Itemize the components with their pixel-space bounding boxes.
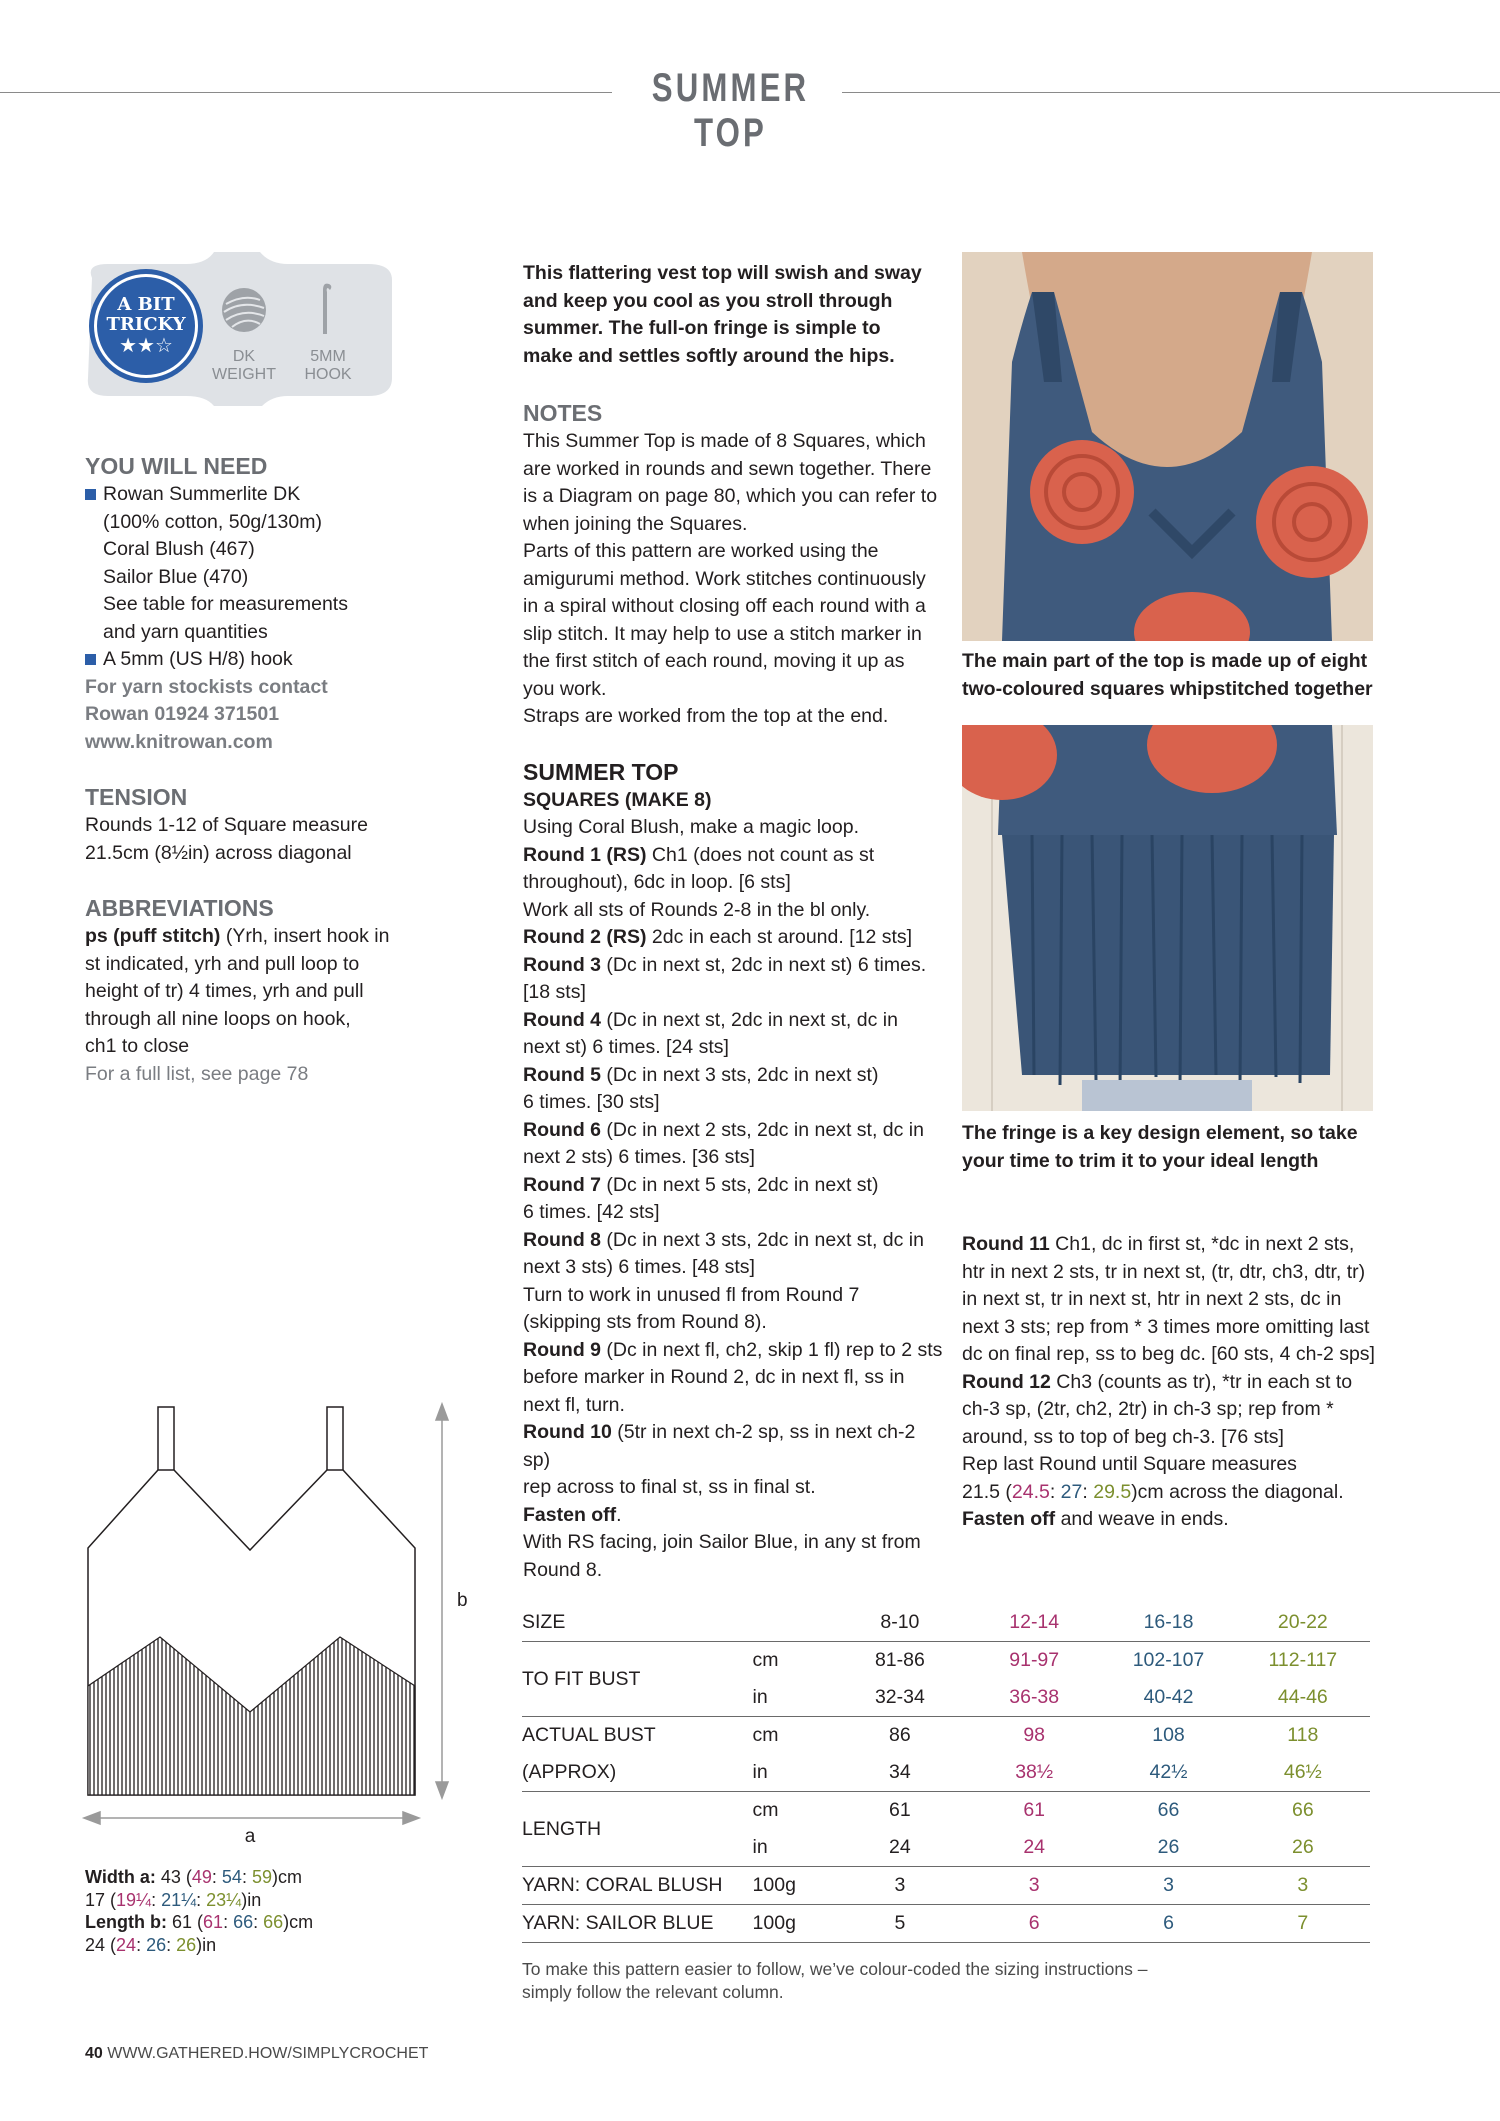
abbreviation-term: ps (puff stitch) [85,925,221,947]
row-value: 24 [1023,1836,1046,1858]
row-value: 24 [889,1836,911,1858]
width-cm-size3: 54 [221,1867,242,1887]
step-text: Turn to work in unused fl from Round 7 [523,1283,860,1306]
notes-line: you work. [523,677,607,700]
pattern-step-line [523,1282,943,1310]
row-value: 91-97 [967,1642,1101,1680]
final-step-line [962,1506,1392,1534]
step-label: Round 8 [523,1228,601,1251]
crochet-hook-icon [314,280,338,336]
pattern-step-line [523,979,943,1007]
measure-prefix: 21.5 ( [962,1480,1012,1503]
difficulty-badge [82,250,396,406]
difficulty-line1: A BIT [117,294,175,315]
step-text: 6 times. [42 sts] [523,1201,660,1223]
size-header-unit [753,1604,833,1642]
photo-top-front-caption [962,648,1392,703]
pattern-step-line [962,1231,1392,1259]
step-text: Work all sts of Rounds 2-8 in the bl only. [523,898,871,921]
width-in-size4: 23¼ [206,1889,242,1910]
measure-size-4: 29.5 [1093,1480,1132,1503]
row-value: 46½ [1283,1761,1322,1783]
tension-heading: TENSION [85,784,188,810]
unit-in: in [247,1889,262,1910]
pattern-step-line [523,1557,943,1585]
pattern-step-line [523,1227,943,1255]
size-header-row [522,1604,1370,1642]
final-step-bold: Fasten off [962,1508,1056,1530]
step-label: Round 1 (RS) [523,843,647,866]
step-text: [18 sts] [523,981,586,1003]
caption-line: The fringe is a key design element, so take [962,1122,1358,1144]
length-cm-size3: 66 [233,1912,254,1932]
size-header-4: 20-22 [1277,1611,1328,1633]
row-value: 44-46 [1277,1686,1328,1708]
length-cm-line: Length b: 61 (61: 66: 66)cm [85,1912,314,1932]
row-label: ACTUAL BUST [522,1717,753,1755]
yarn-row-value: 3 [1236,1867,1370,1905]
row-value: 34 [889,1761,911,1783]
stockist-line: For yarn stockists contact [85,675,328,698]
step-text: (Dc in next 3 sts, 2dc in next st) [601,1063,879,1086]
step-label: Round 10 [523,1421,612,1443]
row-value: 112-117 [1236,1642,1370,1680]
header-rule-right [842,92,1500,93]
size-table-row [522,1792,1370,1830]
step-label: Round 4 [523,1008,601,1031]
pattern-step-line [523,869,943,897]
yarn-row-value: 6 [1101,1905,1235,1943]
photo-fringe-image [962,725,1373,1111]
pattern-subheading: SQUARES (MAKE 8) [523,788,712,811]
materials-item-yarn [85,481,425,509]
pattern-step-line [523,1392,943,1420]
abbreviation-def-line: ch1 to close [85,1035,190,1057]
length-cm-size1: 61 [172,1912,193,1932]
step-label: Round 11 [962,1233,1050,1255]
width-in-line: 17 (19¼: 21¼: 23¼)in [85,1889,262,1910]
row-unit: in [752,1761,768,1783]
step-text: in next st, tr in next st, htr in next 2 sts, dc in [962,1288,1342,1310]
row-value: 81-86 [833,1642,967,1680]
step-text: around, ss to top of beg ch-3. [76 sts] [962,1425,1284,1448]
length-cm-size4: 66 [263,1912,284,1932]
step-text: Ch1 (does not count as st [646,843,875,866]
pattern-step-line [523,1172,943,1200]
pattern-step-line [523,1529,943,1557]
pattern-step-line [523,1502,943,1530]
notes-line: are worked in rounds and sewn together. There [523,457,932,480]
step-label: Round 12 [962,1370,1051,1393]
step-text: (Dc in next 5 sts, 2dc in next st) [601,1173,879,1196]
materials-yarn-line: (100% cotton, 50g/130m) [103,510,322,533]
size-header-1: 8-10 [880,1611,920,1633]
pattern-step-line [962,1369,1392,1397]
row-value: 61 [967,1792,1101,1830]
bullet-square-icon [85,654,96,665]
yarn-row-label: YARN: SAILOR BLUE [522,1905,753,1943]
pattern-step-line [962,1451,1392,1479]
size-table-row [522,1754,1370,1792]
length-label: Length b: [85,1912,167,1932]
left-column [85,451,425,1088]
step-text: 2dc in each st around. [12 sts] [646,926,913,948]
pattern-step-line [523,842,943,870]
footer-url[interactable]: WWW.GATHERED.HOW/SIMPLYCROCHET [102,2045,429,2062]
pattern-continuation [962,1231,1392,1479]
pattern-heading: SUMMER TOP [523,758,679,785]
yarn-row-unit: 100g [753,1867,833,1905]
notes-line: the first stitch of each round, moving it up as [523,650,905,672]
row-label: TO FIT BUST [522,1642,753,1717]
width-in-size1: 17 [85,1889,106,1910]
pattern-step-line [523,1474,943,1502]
row-value: 40-42 [1143,1686,1194,1708]
width-cm-size4: 59 [251,1867,272,1887]
caption-line: your time to trim it to your ideal length [962,1149,1319,1172]
pattern-step-line [523,1089,943,1117]
row-unit: cm [753,1717,833,1755]
notes-line: is a Diagram on page 80, which you can refer to [523,485,938,507]
pattern-step-line [523,924,943,952]
row-value: 102-107 [1101,1642,1235,1680]
size-table [522,1604,1370,1944]
notes-line: This Summer Top is made of 8 Squares, which [523,430,926,452]
caption-line: The main part of the top is made up of eight [962,650,1368,672]
width-cm-size2: 49 [191,1867,212,1887]
dimension-b-label: b [457,1590,468,1611]
row-value: 86 [833,1717,967,1755]
abbreviations-more-link[interactable]: For a full list, see page 78 [85,1062,309,1085]
yarn-ball-icon [220,286,268,334]
yarn-row-value: 3 [833,1867,967,1905]
table-bottom-rule [522,1943,1370,1945]
step-text: (Dc in next 2 sts, 2dc in next st, dc in [601,1118,924,1141]
notes-line: when joining the Squares. [523,512,748,535]
intro-line: This flattering vest top will swish and sway [523,262,922,284]
pattern-step-line [962,1286,1392,1314]
photo-top-front-image [962,252,1373,641]
size-header-label: SIZE [522,1611,566,1633]
notes-heading: NOTES [523,400,603,426]
difficulty-line2: TRICKY [106,314,186,335]
step-label: Fasten off [523,1503,617,1526]
intro-line: summer. The full-on fringe is simple to [523,317,881,339]
note-line: To make this pattern easier to follow, we’ve colour-coded the sizing instructions – [522,1959,1148,1979]
pattern-step-line [523,1007,943,1035]
step-label: Round 9 [523,1338,601,1361]
yarn-row-value: 3 [967,1867,1101,1905]
row-unit: cm [753,1642,833,1680]
pattern-step-line [523,1254,943,1282]
step-label: Round 3 [523,953,601,976]
square-measure-line: 21.5 (24.5: 27: 29.5)cm across the diagonal. [962,1480,1344,1503]
yarn-row-value: 5 [833,1905,967,1943]
length-in-size2: 24 [116,1934,137,1955]
width-in-size2: 19¼ [116,1889,152,1910]
yarn-row-unit: 100g [753,1905,833,1943]
yarn-row-value: 6 [967,1905,1101,1943]
page-footer [85,2045,428,2063]
measure-suffix: )cm across the diagonal. [1131,1480,1344,1503]
notes-line: slip stitch. It may help to use a stitch marker in [523,622,922,645]
abbreviations-heading: ABBREVIATIONS [85,895,274,921]
yarn-table-row [522,1867,1370,1905]
hook-size-line2: HOOK [304,366,352,383]
length-in-size4: 26 [176,1934,197,1955]
row-value: 36-38 [1009,1686,1060,1708]
step-text: (Dc in next st, 2dc in next st, dc in [601,1008,898,1031]
step-text: (Dc in next st, 2dc in next st) 6 times. [601,953,927,976]
row-unit: in [752,1686,768,1708]
pattern-step-line [962,1259,1392,1287]
pattern-step-line [962,1341,1392,1369]
page-number: 40 [85,2045,103,2062]
hook-size-line1: 5MM [310,348,346,365]
pattern-step-line [523,1034,943,1062]
step-text: (Dc in next fl, ch2, skip 1 fl) rep to 2 sts [601,1338,943,1361]
intro-line: and keep you cool as you stroll through [523,289,893,312]
yarn-weight-line1: DK [232,348,256,365]
step-text: Round 8. [523,1558,603,1581]
width-cm-size1: 43 [160,1867,181,1887]
yarn-table-row [522,1905,1370,1943]
intro-paragraph [523,260,943,370]
row-unit: cm [753,1792,833,1830]
width-cm-line: Width a: 43 (49: 54: 59)cm [85,1867,302,1887]
step-text: rep across to final st, ss in final st. [523,1476,816,1498]
step-text: (Dc in next 3 sts, 2dc in next st, dc in [601,1228,924,1251]
step-label: Round 2 (RS) [523,926,647,948]
materials-yarn-line: and yarn quantities [103,620,268,643]
note-line: simply follow the relevant column. [522,1982,784,2002]
pattern-step-line [523,1309,943,1337]
pattern-step-line [523,897,943,925]
unit-cm: cm [289,1912,314,1932]
pattern-step-line [523,1144,943,1172]
step-text: dc on final rep, ss to beg dc. [60 sts, 4 ch-2 sps] [962,1343,1375,1365]
length-cm-size2: 61 [203,1912,224,1932]
step-text: (5tr in next ch-2 sp, ss in next ch-2 sp) [523,1421,916,1471]
step-text: next 2 sts) 6 times. [36 sts] [523,1146,755,1168]
step-label: Round 6 [523,1118,601,1141]
schematic-measurements [85,1866,485,1956]
step-text: With RS facing, join Sailor Blue, in any st from [523,1531,921,1553]
size-table-row [522,1642,1370,1680]
difficulty-stars: ★★☆ [119,335,173,357]
step-text: next 3 sts) 6 times. [48 sts] [523,1256,755,1278]
abbreviation-def-line: through all nine loops on hook, [85,1007,351,1030]
row-value: 26 [1157,1836,1180,1858]
length-in-size3: 26 [146,1934,167,1955]
garment-schematic [80,1400,480,1850]
middle-column [523,260,943,1584]
yarn-row-value: 7 [1236,1905,1370,1943]
materials-yarn-line: See table for measurements [103,593,348,615]
step-text: throughout), 6dc in loop. [6 sts] [523,871,791,893]
row-label: LENGTH [522,1792,753,1867]
pattern-step-line [962,1424,1392,1452]
row-value: 26 [1291,1836,1314,1858]
row-value: 61 [833,1792,967,1830]
tension-line: Rounds 1-12 of Square measure [85,814,368,836]
tension-line: 21.5cm (8½in) across diagonal [85,841,352,864]
abbreviation-def-line: st indicated, yrh and pull loop to [85,952,360,975]
right-column [962,1231,1392,1534]
header-rule-left [0,92,612,93]
unit-in: in [202,1934,217,1955]
step-text: next fl, turn. [523,1393,625,1416]
step-text: Using Coral Blush, make a magic loop. [523,816,859,838]
intro-line: make and settles softly around the hips. [523,344,895,367]
yarn-weight-line2: WEIGHT [212,366,276,383]
notes-line: Parts of this pattern are worked using the [523,540,879,562]
final-step-text: and weave in ends. [1055,1508,1229,1530]
dimension-a-label: a [244,1826,256,1847]
abbreviation-entry [85,923,425,951]
step-text: ch-3 sp, (2tr, ch2, 2tr) in ch-3 sp; rep from * [962,1398,1334,1420]
pattern-step-line [523,1364,943,1392]
step-text: (skipping sts from Round 8). [523,1311,767,1333]
step-text: Ch3 (counts as tr), *tr in each st to [1050,1370,1353,1393]
step-text: . [616,1503,622,1526]
you-will-need-heading: YOU WILL NEED [85,453,268,479]
measure-size-2: 24.5 [1011,1480,1050,1503]
row-value: 38½ [1015,1761,1054,1783]
row-unit: in [752,1836,768,1858]
unit-cm: cm [278,1867,302,1887]
pattern-step-line [523,814,943,842]
size-table-row [522,1717,1370,1755]
materials-hook-line: A 5mm (US H/8) hook [103,648,293,670]
page-title: SUMMER TOP [651,66,810,155]
row-value: 108 [1101,1717,1235,1755]
step-label: Round 7 [523,1173,601,1196]
size-header-2: 12-14 [1009,1611,1060,1633]
width-in-size3: 21¼ [161,1889,197,1910]
materials-item-hook [85,646,425,674]
step-text: 6 times. [30 sts] [523,1091,660,1113]
caption-line: two-coloured squares whipstitched together [962,677,1373,700]
pattern-step-line [523,1419,943,1474]
row-value: 98 [967,1717,1101,1755]
row-label: (APPROX) [522,1761,617,1783]
row-value: 66 [1101,1792,1235,1830]
width-label: Width a: [85,1867,156,1887]
yarn-row-label: YARN: CORAL BLUSH [522,1867,753,1905]
notes-line: Straps are worked from the top at the end. [523,705,889,727]
step-text: next 3 sts; rep from * 3 times more omitting last [962,1315,1370,1338]
length-in-line: 24 (24: 26: 26)in [85,1934,217,1955]
pattern-step-line [962,1396,1392,1424]
abbreviation-def: (Yrh, insert hook in [220,925,390,947]
stockist-link[interactable]: www.knitrowan.com [85,730,273,753]
row-value: 118 [1236,1717,1370,1755]
pattern-step-line [523,1337,943,1365]
row-value: 42½ [1149,1761,1188,1783]
step-text: before marker in Round 2, dc in next fl, ss in [523,1366,905,1388]
size-header-3: 16-18 [1143,1611,1194,1633]
step-text: htr in next 2 sts, tr in next st, (tr, dtr, ch3, dtr, tr) [962,1260,1366,1283]
abbreviation-def-line: height of tr) 4 times, yrh and pull [85,980,364,1002]
photo-fringe-caption [962,1120,1392,1175]
materials-yarn-line: Coral Blush (467) [103,538,255,560]
yarn-row-value: 3 [1101,1867,1235,1905]
pattern-step-line [523,1117,943,1145]
step-label: Round 5 [523,1063,601,1086]
notes-line: amigurumi method. Work stitches continuously [523,567,926,590]
pattern-step-line [523,1199,943,1227]
length-in-size1: 24 [85,1934,106,1955]
pattern-steps [523,814,943,1584]
step-text: Ch1, dc in first st, *dc in next 2 sts, [1049,1233,1355,1255]
step-text: Rep last Round until Square measures [962,1453,1297,1475]
rule-cell [522,1943,1370,1945]
materials-yarn-line: Sailor Blue (470) [103,565,249,588]
stockist-line: Rowan 01924 371501 [85,703,280,725]
photo-fringe [962,725,1373,1111]
bullet-square-icon [85,489,96,500]
row-value: 66 [1236,1792,1370,1830]
size-table-note [522,1958,1382,2004]
measure-size-3: 27 [1060,1480,1083,1503]
pattern-step-line [962,1314,1392,1342]
step-text: next st) 6 times. [24 sts] [523,1036,729,1058]
photo-top-front [962,252,1373,641]
pattern-step-line [523,1062,943,1090]
row-value: 32-34 [874,1686,925,1708]
materials-yarn-line: Rowan Summerlite DK [103,483,301,505]
pattern-step-line [523,952,943,980]
notes-line: in a spiral without closing off each round with a [523,595,926,617]
